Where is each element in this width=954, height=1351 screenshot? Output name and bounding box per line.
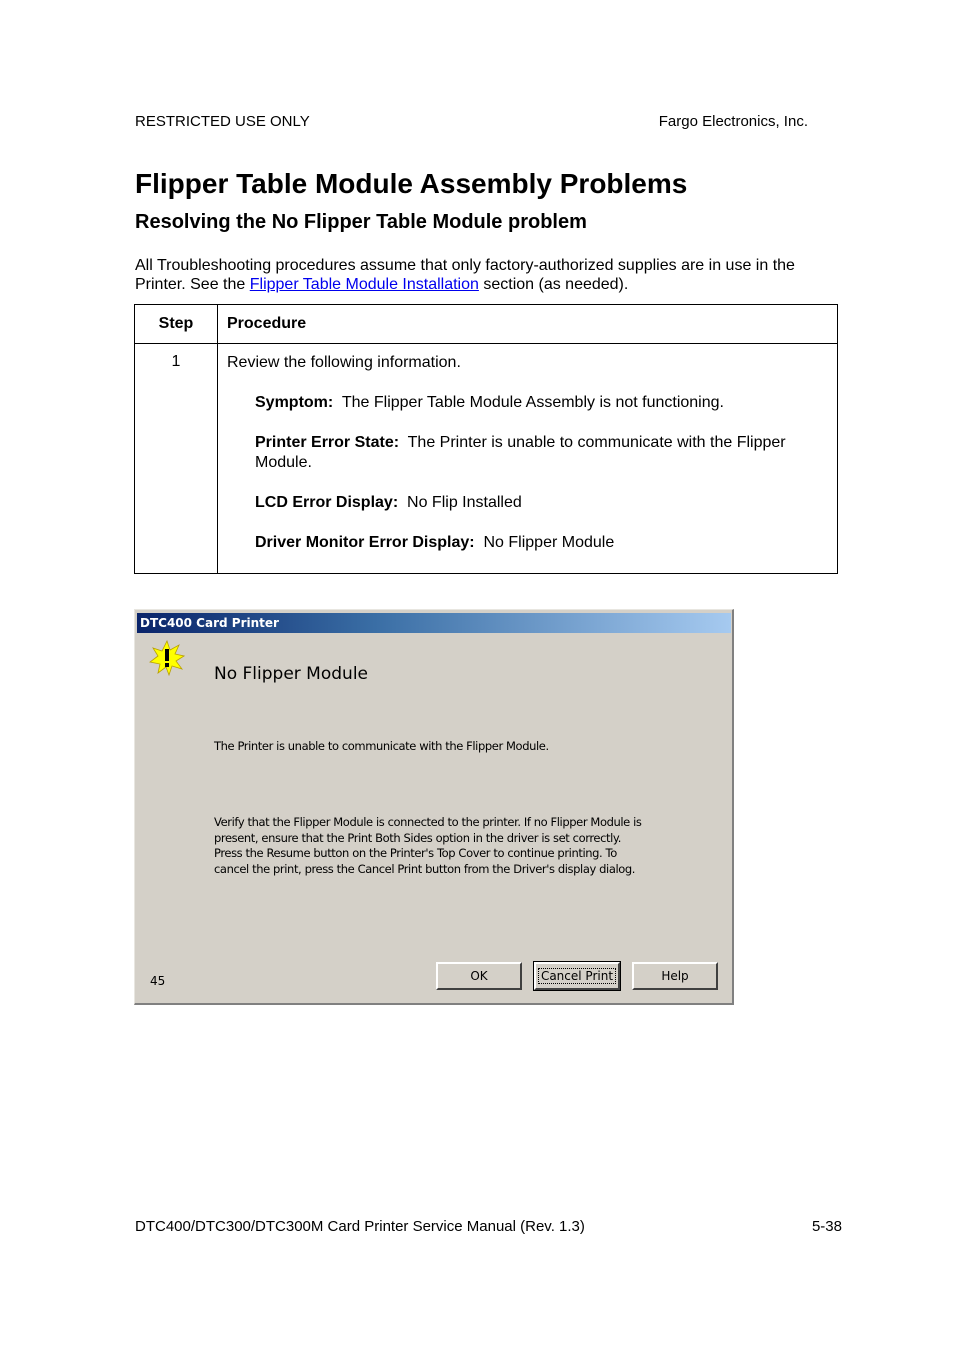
warning-icon [149, 640, 185, 676]
table-header-row [135, 305, 838, 344]
section-subtitle: Resolving the No Flipper Table Module problem [135, 211, 587, 233]
dialog-help-text [214, 815, 684, 877]
error-state-label: Printer Error State: [255, 434, 400, 451]
dialog-message: The Printer is unable to communicate with the Flipper Module. [214, 739, 549, 753]
error-state-item [255, 433, 828, 473]
cancel-print-label: Cancel Print [538, 968, 616, 984]
dialog-heading: No Flipper Module [214, 664, 368, 684]
cancel-print-button[interactable] [534, 962, 620, 990]
lcd-error-item [255, 493, 828, 513]
symptom-label: Symptom: [255, 394, 334, 411]
symptom-text: The Flipper Table Module Assembly is not functioning. [341, 394, 724, 411]
installation-link[interactable]: Flipper Table Module Installation [249, 276, 479, 293]
page-title: Flipper Table Module Assembly Problems [135, 168, 688, 199]
symptom-item [255, 393, 828, 413]
intro-paragraph [135, 256, 835, 294]
header-restricted: RESTRICTED USE ONLY [135, 113, 310, 130]
ok-button[interactable]: OK [436, 962, 522, 990]
footer-manual-title: DTC400/DTC300/DTC300M Card Printer Service Manual (Rev. 1.3) [135, 1218, 585, 1235]
step-number: 1 [135, 344, 218, 574]
driver-monitor-label: Driver Monitor Error Display: [255, 534, 475, 551]
lcd-error-label: LCD Error Display: [255, 494, 399, 511]
lcd-error-text: No Flip Installed [407, 494, 522, 511]
procedure-cell [218, 344, 838, 574]
help-line: cancel the print, press the Cancel Print button from the Driver's display dialog. [214, 861, 636, 876]
help-button[interactable]: Help [632, 962, 718, 990]
printer-dialog-screenshot [134, 609, 734, 1005]
help-line: Press the Resume button on the Printer's Top Cover to continue printing. To [214, 846, 617, 860]
step-column-header: Step [135, 305, 218, 344]
help-line: Verify that the Flipper Module is connected to the printer. If no Flipper Module is [214, 815, 642, 829]
dialog-titlebar[interactable]: DTC400 Card Printer [137, 613, 731, 633]
intro-text-2: section (as needed). [478, 276, 629, 293]
error-state-text: The Printer is unable to communicate with the Flipper Module. [255, 434, 786, 471]
procedure-table [134, 304, 838, 574]
header-company: Fargo Electronics, Inc. [658, 113, 808, 130]
driver-monitor-item [255, 533, 828, 553]
table-row [135, 344, 838, 574]
help-line: present, ensure that the Print Both Sides option in the driver is set correctly. [214, 830, 621, 845]
procedure-column-header: Procedure [218, 305, 838, 344]
intro-text-1: All Troubleshooting procedures assume that only factory-authorized supplies are in use in the Printer. See the [135, 257, 795, 293]
footer-page-number: 5-38 [811, 1218, 842, 1235]
error-code: 45 [150, 974, 166, 988]
driver-monitor-text: No Flipper Module [483, 534, 615, 551]
procedure-lead: Review the following information. [227, 354, 461, 371]
